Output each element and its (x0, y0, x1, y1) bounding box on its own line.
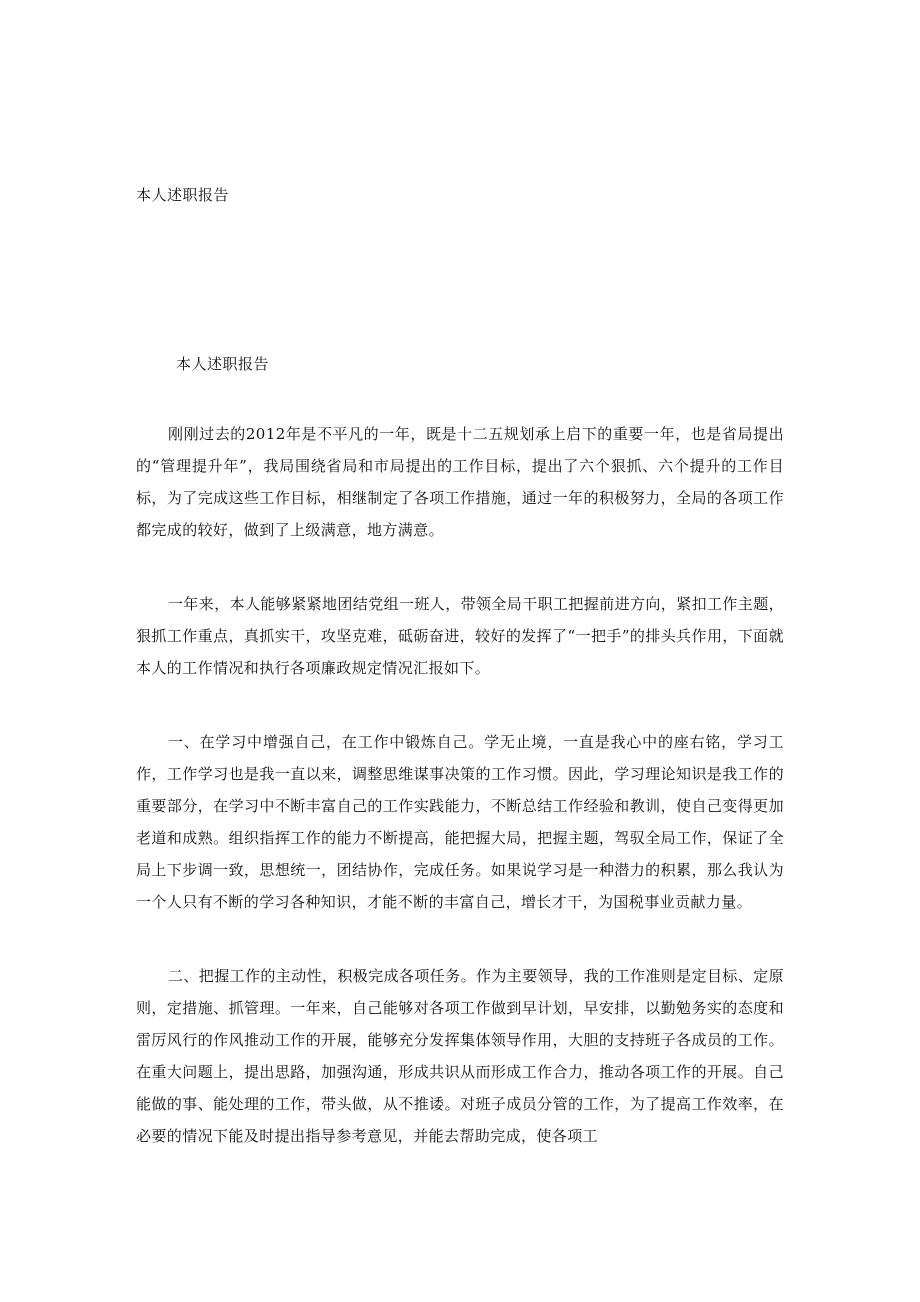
document-title: 本人述职报告 (176, 355, 270, 373)
paragraph-intro: 刚刚过去的2012年是不平凡的一年，既是十二五规划承上启下的重要一年，也是省局提出的“管理提升年”，我局围绕省局和市局提出的工作目标，提出了六个狠抓、六个提升的工作目标，为了完成这些工作目标，相继制定了各项工作措施，通过一年的积极努力，全局的各项工作都完成的较好，做到了上级满意，地方满意。 (136, 425, 784, 539)
document-body (136, 418, 784, 1194)
header-title: 本人述职报告 (136, 186, 230, 204)
paragraph-summary: 一年来，本人能够紧紧地团结党组一班人，带领全局干职工把握前进方向，紧扣工作主题，狠抓工作重点，真抓实干，攻坚克难，砥砺奋进，较好的发挥了“一把手”的排头兵作用，下面就本人的工作情况和执行各项廉政规定情况汇报如下。 (136, 595, 785, 677)
paragraph-learning: 一、在学习中增强自己，在工作中锻炼自己。学无止境，一直是我心中的座右铭，学习工作，工作学习也是我一直以来，调整思维谋事决策的工作习惯。因此，学习理论知识是我工作的重要部分，在学习中不断丰富自己的工作实践能力，不断总结工作经验和教训，使自己变得更加老道和成熟。组织指挥工作的能力不断提高，能把握大局，把握主题，驾驭全局工作，保证了全局上下步调一致，思想统一，团结协作，完成任务。如果说学习是一种潜力的积累，那么我认为一个人只有不断的学习各种知识，才能不断的丰富自己，增长才干，为国税事业贡献力量。 (136, 733, 784, 911)
paragraph-initiative: 二、把握工作的主动性，积极完成各项任务。作为主要领导，我的工作准则是定目标、定原则，定措施、抓管理。一年来，自己能够对各项工作做到早计划，早安排，以勤勉务实的态度和雷厉风行的作风推动工作的开展，能够充分发挥集体领导作用，大胆的支持班子各成员的工作。在重大问题上，提出思路，加强沟通，形成共识从而形成工作合力，推动各项工作的开展。自己能做的事、能处理的工作，带头做，从不推诿。对班子成员分管的工作，为了提高工作效率，在必要的情况下能及时提出指导参考意见，并能去帮助完成，使各项工 (136, 967, 785, 1145)
